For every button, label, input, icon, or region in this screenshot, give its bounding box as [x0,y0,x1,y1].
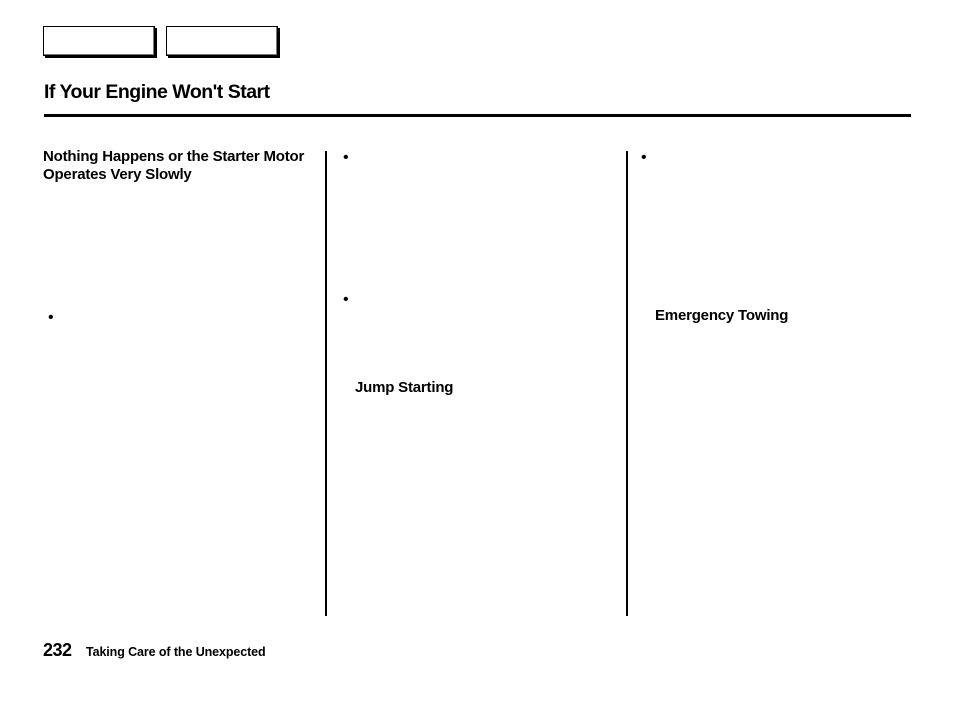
bullet-point: • [48,309,54,326]
page-number: 232 [43,640,72,660]
bullet-point: • [641,149,647,166]
column-divider [325,151,327,616]
section-heading-emergency-towing: Emergency Towing [655,307,789,324]
bullet-point: • [343,291,349,308]
footer-section-name: Taking Care of the Unexpected [86,645,266,659]
section-heading-nothing-happens: Nothing Happens or the Starter Motor Operates Very Slowly [43,148,305,183]
section-heading-jump-starting: Jump Starting [355,379,454,396]
nav-next-button[interactable] [166,26,278,56]
page-title: If Your Engine Won't Start [44,81,270,103]
column-divider [626,151,628,616]
title-rule [44,114,911,117]
bullet-point: • [343,149,349,166]
nav-back-button[interactable] [43,26,155,56]
